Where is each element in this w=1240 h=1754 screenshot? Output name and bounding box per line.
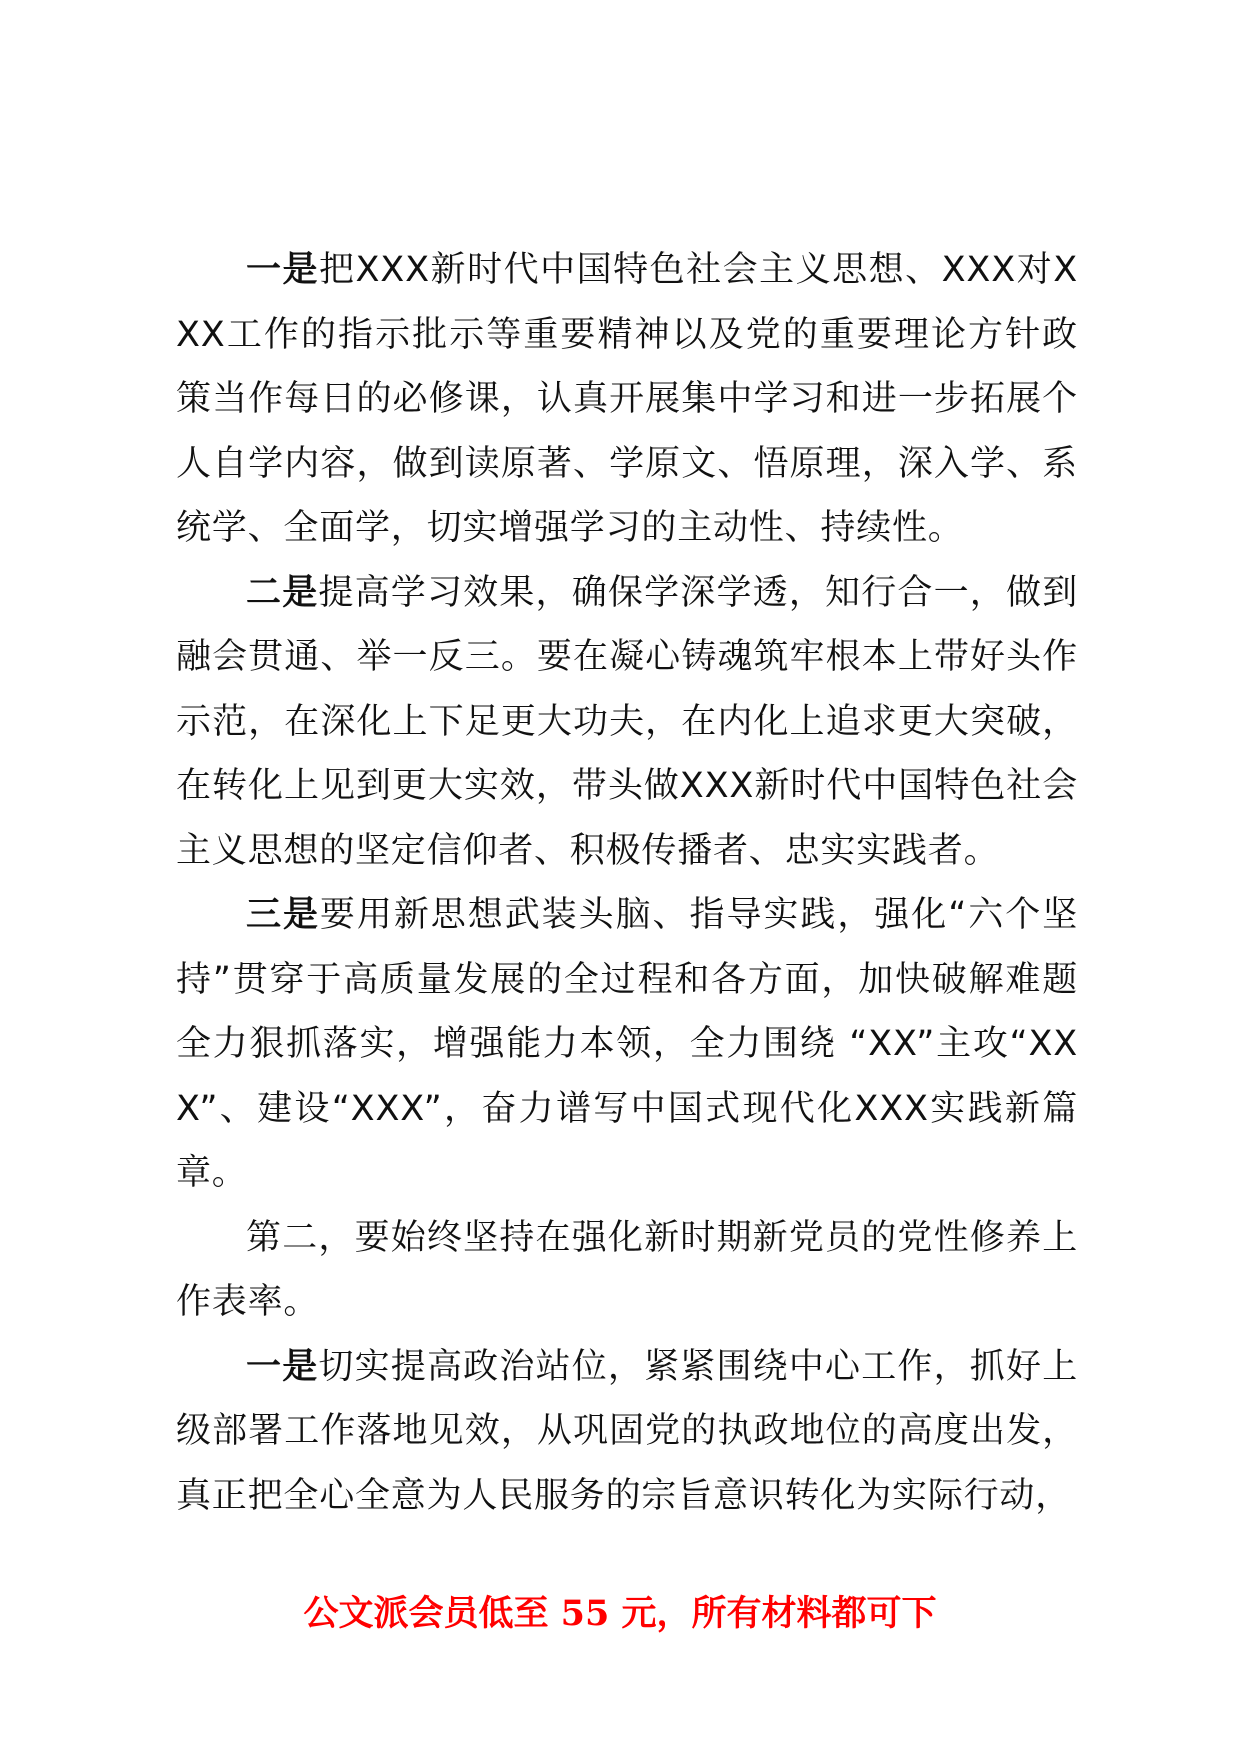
paragraph-lead: 一是 xyxy=(246,1346,319,1387)
paragraph-text: 切实提高政治站位，紧紧围绕中心工作，抓好上级部署工作落地见效，从巩固党的执政地位的高度出发，真正把全心全意为人民服务的宗旨意识转化为实际行动， xyxy=(176,1346,1078,1516)
paragraph-lead: 三是 xyxy=(246,895,320,935)
paragraph xyxy=(176,883,1078,1206)
paragraph-text: 第二，要始终坚持在强化新时期新党员的党性修养上作表率。 xyxy=(176,1217,1078,1322)
paragraph-text: 要用新思想武装头脑、指导实践，强化“六个坚持”贯穿于高质量发展的全过程和各方面，加快破解难题全力狠抓落实，增强能力本领，全力围绕 “XX”主攻“XXX”、建设“XXX”，奋力谱写中国式现代化XXX实践新篇章。 xyxy=(176,895,1078,1193)
document-body xyxy=(176,238,1078,1528)
paragraph-text: 把XXX新时代中国特色社会主义思想、XXX对XXX工作的指示批示等重要精神以及党的重要理论方针政策当作每日的必修课，认真开展集中学习和进一步拓展个人自学内容，做到读原著、学原文、悟原理，深入学、系统学、全面学，切实增强学习的主动性、持续性。 xyxy=(176,250,1078,548)
paragraph xyxy=(176,238,1078,561)
paragraph xyxy=(176,561,1078,884)
paragraph xyxy=(176,1206,1078,1335)
footer-promo-text: 公文派会员低至 55 元，所有材料都可下 xyxy=(303,1593,937,1634)
paragraph xyxy=(176,1335,1078,1529)
paragraph-lead: 一是 xyxy=(246,250,320,290)
paragraph-lead: 二是 xyxy=(246,572,319,613)
paragraph-text: 提高学习效果，确保学深学透，知行合一，做到融会贯通、举一反三。要在凝心铸魂筑牢根本上带好头作示范，在深化上下足更大功夫，在内化上追求更大突破，在转化上见到更大实效，带头做XXX新时代中国特色社会主义思想的坚定信仰者、积极传播者、忠实实践者。 xyxy=(176,572,1078,871)
